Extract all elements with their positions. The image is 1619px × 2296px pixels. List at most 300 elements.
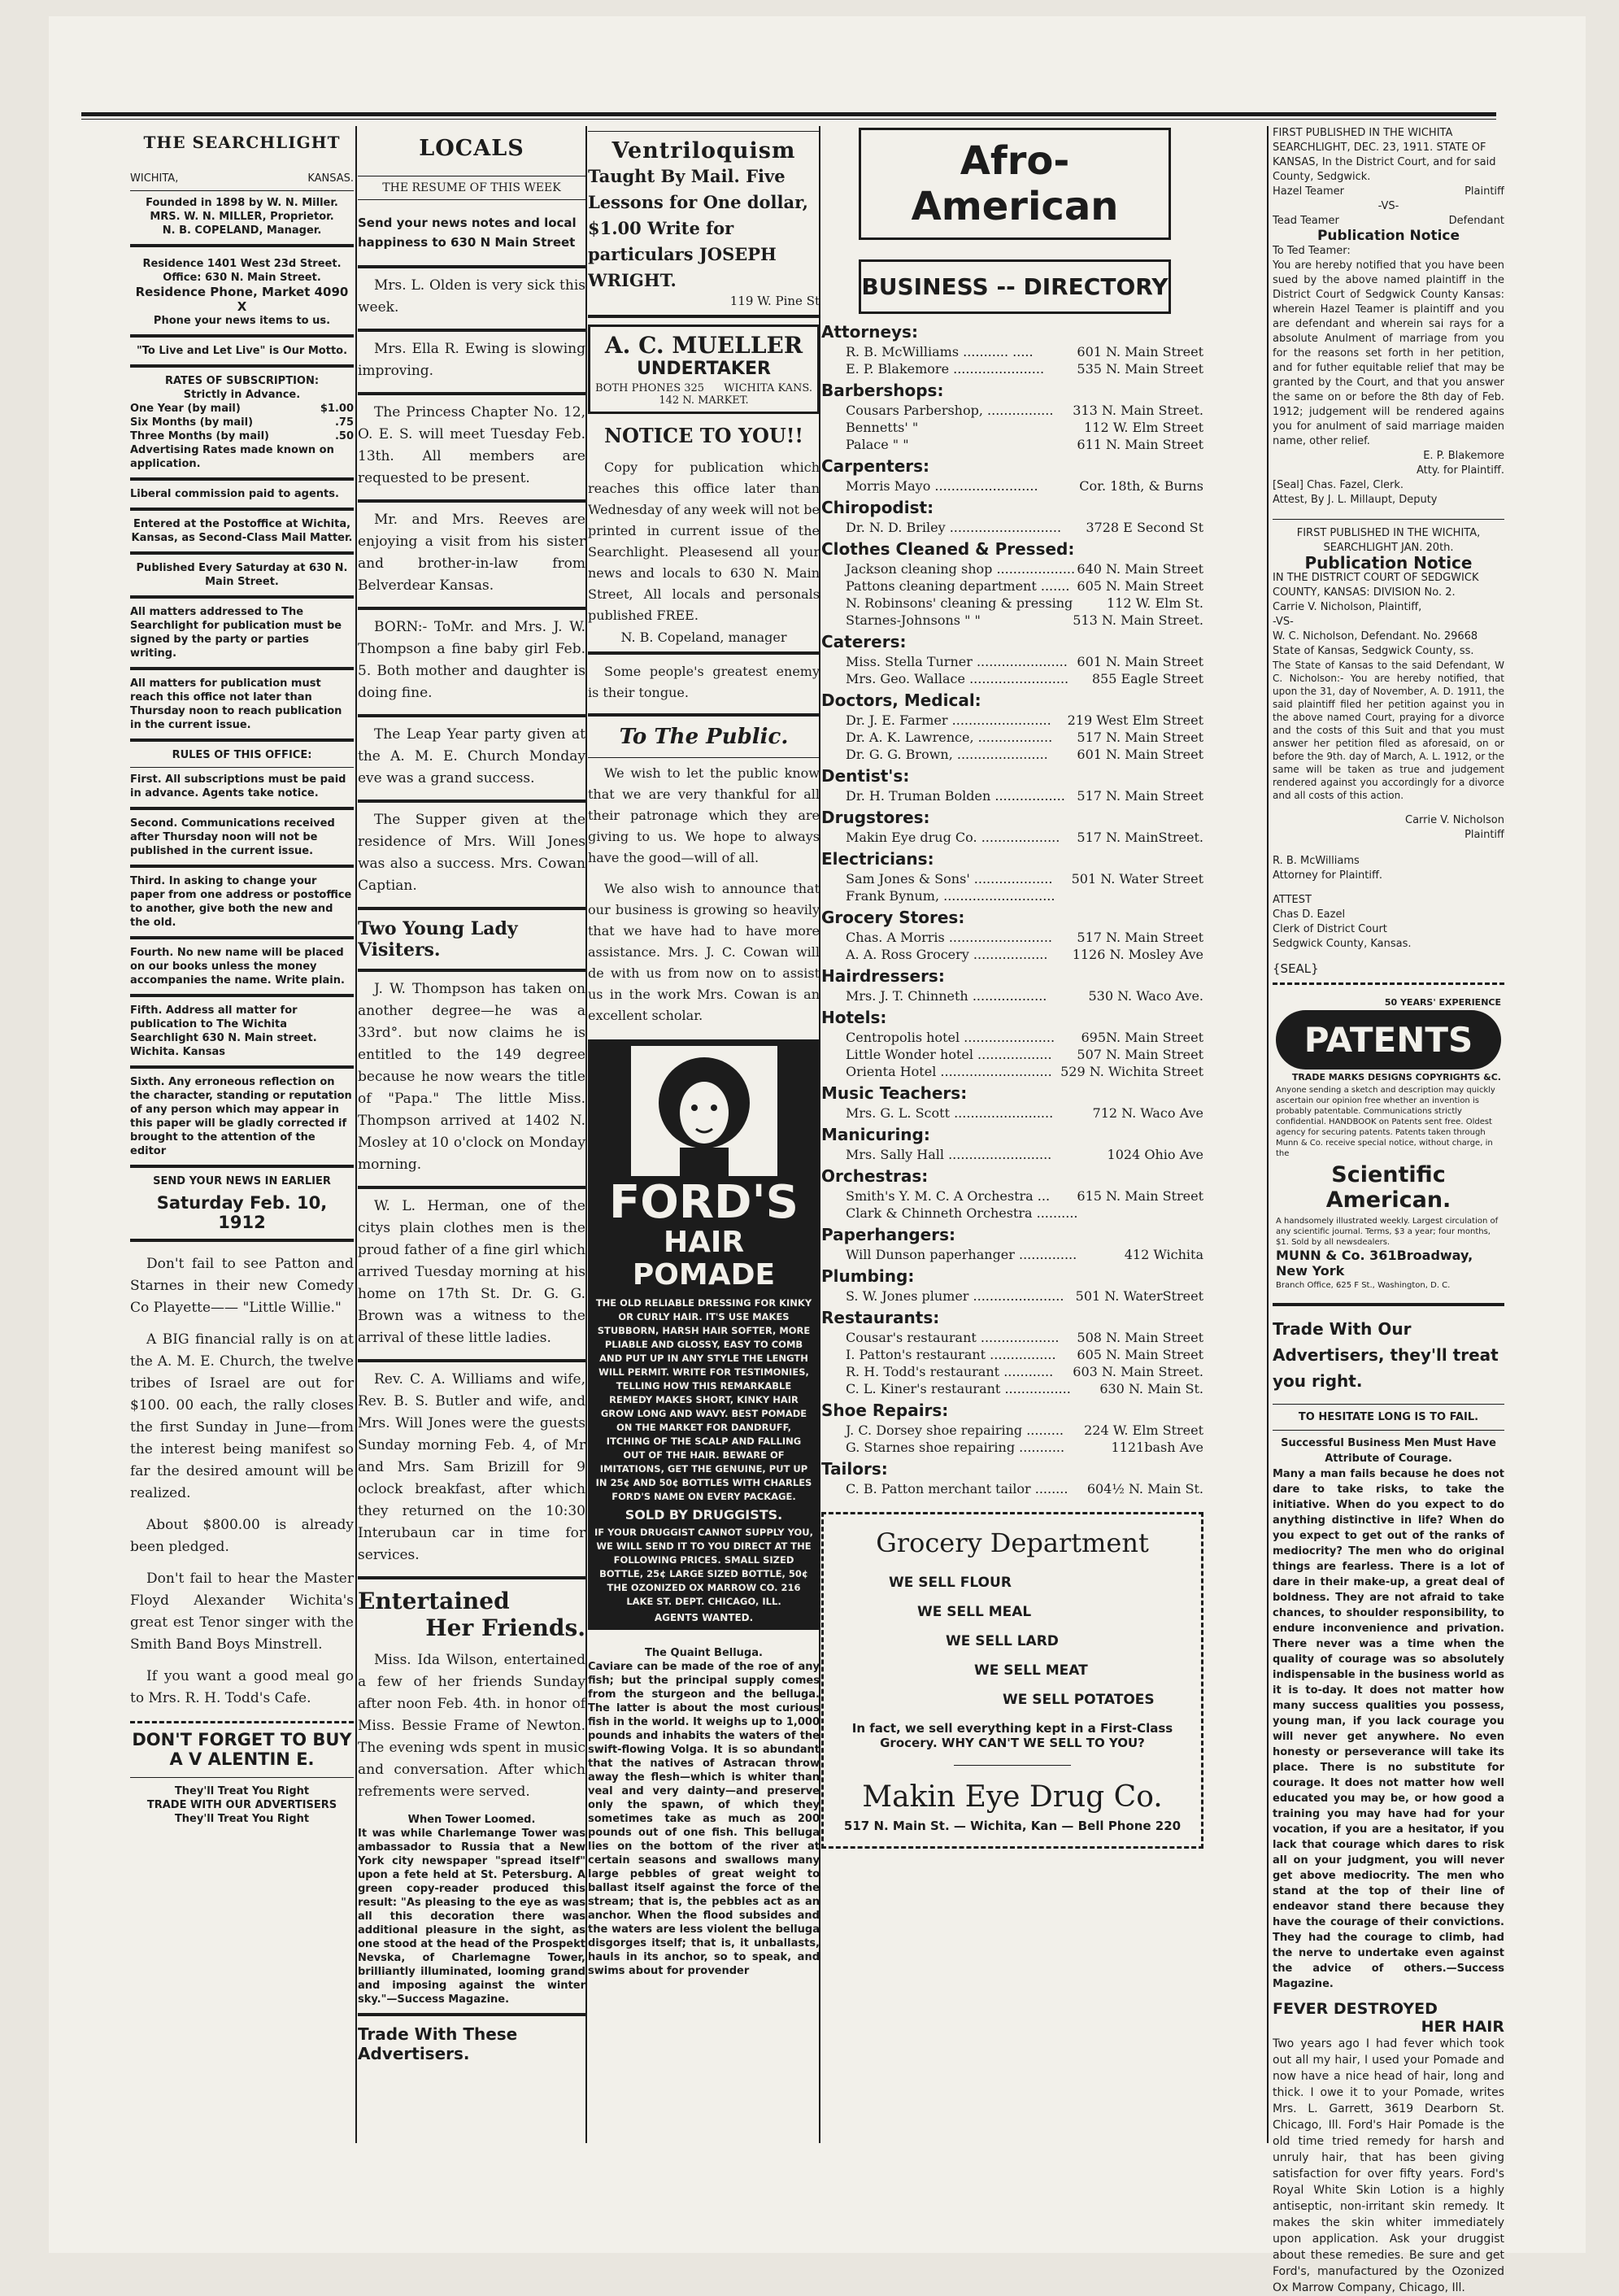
directory-business: Little Wonder hotel ..................	[846, 1047, 1052, 1062]
sciam-text: A handsomely illustrated weekly. Largest circulation of any scientific journal. Terms, $3 a year; four months, $1. Sold by all newsdealers.	[1276, 1217, 1499, 1247]
grocery-line: WE SELL LARD	[946, 1633, 1059, 1649]
grocery-line: WE SELL MEAL	[917, 1604, 1032, 1620]
directory-business: Smith's Y. M. C. A Orchestra ...	[846, 1188, 1051, 1204]
directory-category: Attorneys:	[821, 322, 918, 342]
fever-head-1: FEVER DESTROYED	[1273, 2000, 1438, 2018]
local-item: The Leap Year party given at the A. M. E. Church Monday eve was a grand success.	[358, 726, 585, 786]
fords-pomade-ad	[588, 1039, 820, 1630]
directory-address: 501 N. Water Street	[1071, 871, 1203, 887]
directory-row	[821, 1422, 1203, 1439]
directory-category: Orchestras:	[821, 1166, 929, 1186]
directory-category: Hairdressers:	[821, 966, 945, 986]
clerk-district-court: Clerk of District Court	[1273, 923, 1387, 935]
mueller-phones: BOTH PHONES 325	[595, 382, 705, 394]
wc-defendant: W. C. Nicholson, Defendant. No. 29668	[1273, 630, 1478, 643]
directory-row	[821, 1346, 1203, 1363]
woman-portrait-icon	[631, 1046, 777, 1176]
adv-rates: Advertising Rates made known on application.	[130, 444, 334, 470]
hazel-plaintiff: Plaintiff	[1464, 185, 1504, 198]
directory-address: 313 N. Main Street.	[1073, 403, 1203, 418]
directory-address: 517 N. MainStreet.	[1077, 830, 1203, 845]
column-ads	[588, 126, 820, 1978]
directory-address: 535 N. Main Street	[1077, 361, 1203, 377]
atty-for-plaintiff: Atty. for Plaintiff.	[1416, 464, 1504, 477]
separator	[358, 499, 585, 503]
directory-category: Caterers:	[821, 632, 907, 651]
directory-row	[821, 595, 1203, 612]
success-text: Many a man fails because he does not dare to take risks, to take the initiative. When do you expect to do anything distinctive in life? When do you expect to get out of the ranks of mediocrity? The men who do original things are fearless. There is a lot of dare in their make-up, a great deal of boldness. They are not afraid to take chances, to shoulder responsibility, to endure inconvenience and privation. There never was a time when the quality of courage was so absolutely indispensable in the business world as it is to-day. It does not matter how many success qualities you possess, young man, if you lack courage you will never get anywhere. No even honesty or perseverance will take its place. There is no substitute for courage. It does not matter how well educated you may be, or how good a training you may have had for your vocation, if you are a hesitator, if you lack that courage which dares to risk all on your judgment, you will never get above mediocrity. The men who stand at the top of their line of endeavor stand there because they have the courage of their convictions. They had the courage to climb, had the nerve to undertake even against the advice of others.—Success Magazine.	[1273, 1468, 1504, 1990]
directory-address: 1024 Ohio Ave	[1107, 1147, 1203, 1162]
directory-row	[821, 870, 1203, 887]
directory-address: 507 N. Main Street	[1077, 1047, 1203, 1062]
directory-address: 219 West Elm Street	[1067, 712, 1203, 728]
directory-business: Palace " "	[846, 437, 909, 452]
munn-branch: Branch Office, 625 F St., Washington, D. C.	[1276, 1281, 1451, 1290]
rate-label: One Year (by mail)	[130, 403, 241, 415]
directory-row	[821, 577, 1203, 595]
separator	[358, 329, 585, 332]
directory-row	[821, 787, 1203, 804]
directory-address: 695N. Main Street	[1081, 1030, 1203, 1045]
masthead-rule-thin	[81, 119, 1496, 120]
directory-business: Bennetts' "	[846, 420, 919, 435]
patents-sub: TRADE MARKS DESIGNS COPYRIGHTS &C.	[1291, 1072, 1501, 1083]
notice-signature: N. B. Copeland, manager	[620, 630, 787, 645]
directory-business: G. Starnes shoe repairing ...........	[846, 1440, 1065, 1455]
directory-business: Jackson cleaning shop ...................	[846, 561, 1076, 577]
directory-business: E. P. Blakemore ......................	[846, 361, 1045, 377]
notice-head: NOTICE TO YOU!!	[604, 424, 803, 447]
all-matters: All matters addressed to The Searchlight for publication must be signed by the party or parties writing.	[130, 606, 342, 660]
directory-address: 601 N. Main Street	[1077, 344, 1203, 359]
local-item: Mrs. L. Olden is very sick this week.	[358, 277, 585, 316]
grocery-note: In fact, we sell everything kept in a First-Class Grocery. WHY CAN'T WE SELL TO YOU?	[851, 1721, 1173, 1750]
directory-business: Cousars Parbershop, ................	[846, 403, 1054, 418]
directory-address: 855 Eagle Street	[1091, 671, 1203, 686]
directory-row	[821, 612, 1203, 629]
state: KANSAS.	[307, 172, 354, 185]
patents-text: Anyone sending a sketch and description may quickly ascertain our opinion free whether an invention is probably patentable. Communications strictly confidential. HANDBOOK on Patents sent free. Oldest agency for securing patents. Patents taken through Munn & Co. receive special notice, without charge, in the	[1276, 1086, 1495, 1158]
rate-price: $1.00	[320, 403, 354, 415]
local-tenor: Don't fail to hear the Master Floyd Alexander Wichita's great est Tenor singer with the Smith Band Boys Minstrell.	[130, 1571, 354, 1653]
treat-right-2: They'll Treat You Right	[174, 1813, 310, 1825]
directory-category: Clothes Cleaned & Pressed:	[821, 539, 1075, 559]
carrie-signature: Carrie V. Nicholson	[1405, 814, 1504, 826]
rate-price: .75	[334, 416, 354, 429]
notice-text: Copy for publication which reaches this office later than Wednesday of any week will not be printed in current issue of the Searchlight. Pleasesend all your news and locals to 630 N. Main Street, All locals and personals published FREE.	[588, 460, 820, 623]
separator	[358, 799, 585, 803]
tower-text: It was while Charlemange Tower was ambassador to Russia that a New York city newspaper "spread itself" upon a fete held at St. Petersburg. A green copy-reader produced this result: "As pleasing to the eye as was all this decoration there was additional pleasure in the sight, as one stood at the head of the Prospekt Nevska, of Charlemagne Tower, brilliantly illuminated, looming grand and imposing against the winter sky."—Success Magazine.	[358, 1828, 585, 2006]
send-news-earlier: SEND YOUR NEWS IN EARLIER	[153, 1175, 331, 1187]
entered-postoffice: Entered at the Postoffice at Wichita, Kansas, as Second-Class Mail Matter.	[131, 518, 353, 544]
directory-row	[821, 746, 1203, 763]
directory-row	[821, 670, 1203, 687]
directory-row	[821, 1363, 1203, 1380]
belluga-head: The Quaint Belluga.	[645, 1647, 763, 1659]
directory-address: 517 N. Main Street	[1077, 788, 1203, 804]
directory-category: Shoe Repairs:	[821, 1401, 949, 1420]
directory-business: Dr. N. D. Briley ...........................	[846, 520, 1062, 535]
directory-row	[821, 1439, 1203, 1456]
directory-category: Paperhangers:	[821, 1225, 955, 1244]
rate-label: Six Months (by mail)	[130, 416, 254, 429]
directory-business: Chas. A Morris .........................	[846, 930, 1052, 945]
manager: N. B. COPELAND, Manager.	[162, 224, 322, 237]
treat-right-1: They'll Treat You Right	[174, 1785, 310, 1797]
office: Office: 630 N. Main Street.	[163, 272, 321, 284]
directory-address: Cor. 18th, & Burns	[1079, 478, 1203, 494]
directory-row	[821, 1046, 1203, 1063]
directory-address: 513 N. Main Street.	[1073, 612, 1203, 628]
makin-eye-address: 517 N. Main St. — Wichita, Kan — Bell Phone 220	[843, 1819, 1182, 1833]
fords-agents: AGENTS WANTED.	[654, 1612, 754, 1623]
legal2-court: IN THE DISTRICT COURT OF SEDGWICK COUNTY, KANSAS: DIVISION No. 2.	[1273, 572, 1479, 599]
rule-1: First. All subscriptions must be paid in advance. Agents take notice.	[130, 773, 346, 799]
legal1-text: You are hereby notified that you have been sued by the above named plaintiff in the District Court of Sedgwick County Kansas: wherein Hazel Teamer is plaintiff and you are defendant and wherein sai rays for a absolute Anulment of marriage from you for the reasons set forth in her petition, and for futher equitable relief that may be granted by the Court, and that you answer the same on or before the 8th day of Feb. 1912; judgement will be rendered agains you for anulment of said marriage maiden name, other relief.	[1273, 259, 1504, 447]
directory-address: 603 N. Main Street.	[1073, 1364, 1203, 1379]
directory-business: Mrs. J. T. Chinneth ..................	[846, 988, 1047, 1004]
resume-of-week: THE RESUME OF THIS WEEK	[382, 181, 561, 194]
separator	[358, 714, 585, 717]
mueller-address: 142 N. MARKET.	[659, 394, 749, 407]
rates-sub: Strictly in Advance.	[183, 389, 301, 401]
directory-category: Barbershops:	[821, 381, 944, 400]
directory-address: 1126 N. Mosley Ave	[1072, 947, 1203, 962]
rule-4: Fourth. No new name will be placed on our books unless the money accompanies the name. Write plain.	[130, 947, 345, 987]
directory-business: R. B. McWilliams ........... .....	[846, 344, 1034, 359]
directory-address: 601 N. Main Street	[1077, 654, 1203, 669]
grocery-line: WE SELL FLOUR	[889, 1575, 1012, 1591]
directory-business: Miss. Stella Turner ......................	[846, 654, 1068, 669]
directory-business: A. A. Ross Grocery ..................	[846, 947, 1048, 962]
column-searchlight	[130, 126, 354, 1826]
directory-business: Morris Mayo .........................	[846, 478, 1038, 494]
makin-eye-title: Makin Eye Drug Co.	[862, 1780, 1163, 1814]
send-news-notes: Send your news notes and local happiness to 630 N Main Street	[358, 216, 577, 250]
directory-address: 530 N. Waco Ave.	[1088, 988, 1203, 1004]
directory-business: Dr. J. E. Farmer ........................	[846, 712, 1051, 728]
column-divider	[585, 126, 587, 2143]
local-todds-cafe: If you want a good meal go to Mrs. R. H. Todd's Cafe.	[130, 1668, 354, 1706]
directory-business: I. Patton's restaurant ................	[846, 1347, 1056, 1362]
rule-6: Sixth. Any erroneous reflection on the character, standing or reputation of any person which may appear in this paper will be gladly corrected if brought to the attention of the editor	[130, 1076, 352, 1157]
column-locals	[358, 126, 585, 2072]
rates-list	[130, 402, 354, 443]
directory-row	[821, 1246, 1203, 1263]
grocery-line: WE SELL POTATOES	[1003, 1692, 1155, 1708]
fever-head-2: HER HAIR	[1421, 2018, 1504, 2036]
hesitate: TO HESITATE LONG IS TO FAIL.	[1298, 1411, 1479, 1423]
directory-row	[821, 1287, 1203, 1305]
fords-text: THE OLD RELIABLE DRESSING FOR KINKY OR CURLY HAIR. IT'S USE MAKES STUBBORN, HARSH HAIR SOFTER, MORE PLIABLE AND GLOSSY, EASY TO COMB AND PUT UP IN ANY STYLE THE LENGTH WILL PERMIT. WRITE FOR TESTIMONIES, TELLING HOW THIS REMARKABLE REMEDY MAKES SHORT, KINKY HAIR GROW LONG AND WAVY. BEST POMADE ON THE MARKET FOR DANDRUFF, ITCHING OF THE SCALP AND FALLING OUT OF THE HAIR. BEWARE OF IMITATIONS, GET THE GENUINE, PUT UP IN 25¢ AND 50¢ BOTTLES WITH CHARLES FORD'S NAME ON EVERY PACKAGE.	[595, 1297, 812, 1502]
local-item: BORN:- ToMr. and Mrs. J. W. Thompson a fine baby girl Feb. 5. Both mother and daughter is doing fine.	[358, 619, 585, 701]
directory-address: 112 W. Elm Street	[1084, 420, 1203, 435]
directory-category: Plumbing:	[821, 1266, 915, 1286]
to-the-public-1: We wish to let the public know that we are very thankful for all their patronage which they are giving to us. We hope to always have the good—will of all.	[588, 765, 820, 865]
directory-address: 517 N. Main Street	[1077, 930, 1203, 945]
directory-row	[821, 987, 1203, 1004]
column-divider	[355, 126, 357, 2143]
directory-address: 3728 E Second St	[1086, 520, 1203, 535]
directory-row	[821, 1104, 1203, 1122]
directory-row	[821, 829, 1203, 846]
directory-row	[821, 712, 1203, 729]
ventriloquism-address: 119 W. Pine St	[729, 294, 820, 308]
trade-with-advertisers: Trade With These Advertisers.	[358, 2024, 518, 2063]
fords-sold: SOLD BY DRUGGISTS.	[625, 1507, 783, 1523]
directory-row	[821, 1029, 1203, 1046]
chas-eazel: Chas D. Eazel	[1273, 908, 1346, 921]
rule-5: Fifth. Address all matter for publication to The Wichita Searchlight 630 N. Main street. Wichita. Kansas	[130, 1004, 317, 1058]
hair-pomade-title: HAIR POMADE	[632, 1226, 776, 1292]
column-directory	[821, 126, 1203, 1849]
local-item: W. L. Herman, one of the citys plain clothes men is the proud father of a fine girl which arrived Tuesday morning at his home on 17th St. Dr. G. G. Brown was a witness to the arrival of these little ladies.	[358, 1198, 585, 1346]
directory-business: Makin Eye drug Co. ...................	[846, 830, 1060, 845]
directory-row	[821, 1187, 1203, 1205]
directory-address: 605 N. Main Street	[1077, 1347, 1203, 1362]
rate-row	[130, 416, 354, 429]
directory-business: Cousar's restaurant ...................	[846, 1330, 1060, 1345]
directory-business: J. C. Dorsey shoe repairing .........	[846, 1422, 1064, 1438]
local-item: Mr. and Mrs. Reeves are enjoying a visit from his sister and brother-in-law from Belverdear Kansas.	[358, 512, 585, 594]
directory-business: Dr. A. K. Lawrence, ..................	[846, 730, 1053, 745]
locals-list	[358, 275, 585, 910]
carrie-plaintiff: Carrie V. Nicholson, Plaintiff,	[1273, 601, 1422, 613]
directory-row	[821, 1146, 1203, 1163]
directory-category: Hotels:	[821, 1008, 887, 1027]
directory-category: Tailors:	[821, 1459, 888, 1479]
enemy-tongue: Some people's greatest enemy is their tongue.	[588, 664, 820, 700]
two-young-lady-visitors-head: Two Young Lady Visiters.	[358, 918, 518, 961]
directory-address: 604½ N. Main St.	[1086, 1481, 1203, 1497]
state-of-kansas: State of Kansas, Sedgwick County, ss.	[1273, 645, 1474, 657]
issue-date: Saturday Feb. 10, 1912	[156, 1193, 328, 1232]
directory-business: Frank Bynum, ...........................	[846, 888, 1055, 904]
directory-address: 1121bash Ave	[1111, 1440, 1203, 1455]
local-patton-starnes: Don't fail to see Patton and Starnes in their new Comedy Co Playette—— "Little Willie."	[130, 1256, 354, 1316]
directory-business: Mrs. G. L. Scott ........................	[846, 1105, 1054, 1121]
directory-business: S. W. Jones plumer ......................	[846, 1288, 1064, 1304]
rates-title: RATES OF SUBSCRIPTION:	[164, 375, 320, 387]
directory-row	[821, 1063, 1203, 1080]
directory-address: 601 N. Main Street	[1077, 747, 1203, 762]
directory-business: Starnes-Johnsons " "	[846, 612, 981, 628]
separator	[358, 907, 585, 910]
trade-advertisers: TRADE WITH OUR ADVERTISERS	[146, 1799, 337, 1811]
local-item: J. W. Thompson has taken on another degree—he was a 33rd°. but now claims he is entitled to the 149 degree because he now wears the title of "Papa." The little Miss. Thompson arrived at 1402 N. Mosley at 10 o'clock on Monday morning.	[358, 981, 585, 1173]
fever-text: Two years ago I had fever which took out all my hair, I used your Pomade and now have a nice head of hair, long and thick. I owe it to your Pomade, writes Mrs. L. Garrett, 3619 Dearborn St. Chicago, Ill. Ford's Hair Pomade is the old time tried remedy for harsh and unruly hair, that has been giving satisfaction for over fifty years. Ford's Royal White Skin Lotion is a highly antiseptic, non-irritant skin remedy. It makes the skin whiter immediately upon application. Ask your druggist about these remedies. Be sure and get Ford's, manufactured by the Ozonized Ox Marrow Company, Chicago, Ill.	[1273, 2037, 1504, 2294]
directory-address: 529 N. Wichita Street	[1060, 1064, 1203, 1079]
directory-category: Dentist's:	[821, 766, 910, 786]
directory-address: 630 N. Main St.	[1099, 1381, 1203, 1396]
directory-business: Clark & Chinneth Orchestra ..........	[846, 1205, 1078, 1221]
seal-2: {SEAL}	[1273, 961, 1319, 976]
rb-mcwilliams: R. B. McWilliams	[1273, 855, 1360, 867]
directory-business: Sam Jones & Sons' ...................	[846, 871, 1053, 887]
liberal-commission: Liberal commission paid to agents.	[130, 488, 339, 500]
plaintiff-2: Plaintiff	[1464, 829, 1504, 841]
grocery-title: Grocery Department	[876, 1527, 1149, 1558]
directory-row	[821, 343, 1203, 360]
directory-category: Electricians:	[821, 849, 934, 869]
business-directory	[821, 322, 1203, 1497]
tower-head: When Tower Loomed.	[407, 1814, 536, 1826]
grocery-ad	[821, 1512, 1203, 1849]
directory-business: C. L. Kiner's restaurant ................	[846, 1381, 1071, 1396]
patents-title: PATENTS	[1276, 1010, 1501, 1070]
directory-row	[821, 477, 1203, 494]
seal-clerk: [Seal] Chas. Fazel, Clerk.	[1273, 479, 1404, 491]
munn-co: MUNN & Co. 361Broadway, New York	[1276, 1248, 1473, 1279]
column-divider	[1267, 126, 1269, 2143]
trade-head: Trade With Our Advertisers, they'll treat you right.	[1273, 1319, 1499, 1391]
directory-row	[821, 1380, 1203, 1397]
directory-business: C. B. Patton merchant tailor ........	[846, 1481, 1068, 1497]
separator	[358, 1359, 585, 1362]
mueller-role: UNDERTAKER	[637, 359, 771, 379]
directory-business: N. Robinsons' cleaning & pressing	[846, 595, 1073, 611]
to-ted-teamer: To Ted Teamer:	[1273, 245, 1351, 257]
directory-row	[821, 419, 1203, 436]
hazel-teamer: Hazel Teamer	[1273, 185, 1345, 198]
fords-title: FORD'S	[609, 1176, 799, 1229]
directory-row	[821, 1329, 1203, 1346]
directory-category: Chiropodist:	[821, 498, 934, 517]
local-item: The Supper given at the residence of Mrs. Will Jones was also a success. Mrs. Cowan Captian.	[358, 812, 585, 894]
grocery-line: WE SELL MEAT	[974, 1662, 1088, 1679]
directory-address: 605 N. Main Street	[1077, 578, 1203, 594]
valentine-line-1: DON'T FORGET TO BUY	[132, 1730, 352, 1749]
directory-address: 508 N. Main Street	[1077, 1330, 1203, 1345]
sedgwick-county: Sedgwick County, Kansas.	[1273, 938, 1412, 950]
searchlight-title: THE SEARCHLIGHT	[143, 133, 341, 152]
to-the-public-2: We also wish to announce that our business is growing so heavily that we have had to have more assistance. Mrs. J. C. Cowan will de with us from now on to assist us in the work Mrs. Cowan is an excellent scholar.	[588, 881, 820, 1023]
founded: Founded in 1898 by W. N. Miller.	[146, 197, 338, 209]
directory-address: 412 Wichita	[1124, 1247, 1203, 1262]
her-friends-head: Her Friends.	[425, 1614, 585, 1641]
tead-defendant: Defendant	[1448, 215, 1504, 227]
mueller-city: WICHITA KANS.	[724, 382, 812, 394]
entertained-head: Entertained	[358, 1588, 510, 1614]
ida-wilson: Miss. Ida Wilson, entertained a few of her friends Sunday after noon Feb. 4th. in honor of Miss. Bessie Frame of Newton. The evening wds spent in music and conversation. After which refrements were served.	[358, 1652, 585, 1800]
directory-business: Mrs. Geo. Wallace ........................	[846, 671, 1069, 686]
afro-american-title: Afro-American	[911, 138, 1119, 229]
ep-blakemore: E. P. Blakemore	[1423, 450, 1504, 462]
rate-price: .50	[334, 430, 354, 442]
column-notices	[1273, 126, 1504, 2296]
all-matters-2: All matters for publication must reach this office not later than Thursday noon to reach publication in the current issue.	[130, 677, 342, 731]
directory-row	[821, 560, 1203, 577]
local-item: Mrs. Ella R. Ewing is slowing improving.	[358, 341, 585, 379]
legal2-head: FIRST PUBLISHED IN THE WICHITA, SEARCHLIGHT JAN. 20th.	[1296, 527, 1481, 554]
directory-category: Carpenters:	[821, 456, 930, 476]
directory-row	[821, 653, 1203, 670]
rate-row	[130, 402, 354, 416]
directory-address: 712 N. Waco Ave	[1092, 1105, 1203, 1121]
directory-row	[821, 946, 1203, 963]
residence-phone: Residence Phone, Market 4090 X	[135, 285, 349, 314]
success-head: Successful Business Men Must Have Attribute of Courage.	[1281, 1437, 1496, 1465]
valentine-line-2: A V ALENTIN E.	[169, 1749, 315, 1769]
directory-business: Dr. H. Truman Bolden .................	[846, 788, 1065, 804]
residence: Residence 1401 West 23d Street.	[142, 258, 342, 270]
local-item: The Princess Chapter No. 12, O. E. S. will meet Tuesday Feb. 13th. All members are requested to be present.	[358, 404, 585, 486]
directory-business: Will Dunson paperhanger ..............	[846, 1247, 1077, 1262]
directory-business: Mrs. Sally Hall .........................	[846, 1147, 1052, 1162]
directory-category: Doctors, Medical:	[821, 691, 981, 710]
directory-row	[821, 360, 1203, 377]
belluga-text: Caviare can be made of the roe of any fish; but the principal supply comes from the sturgeon and the belluga. The latter is about the most curious fish in the world. It weighs up to 1,000 pounds and inhabits the waters of the swift-flowing Volga. It is so abundant that the natives of Astracan throw away the flesh—which is whiter than veal and very dainty—and preserve only the spawn, of which they sometimes take as much as 200 pounds out of one fish. This belluga lies on the bottom of the river at certain seasons and swallows many large pebbles of great weight to ballast itself against the force of the stream; that is, the pebbles act as an anchor. When the flood subsides and the waters are less violent the belluga disgorges itself; that is, it unballasts, hauls in its anchor, so to speak, and swims about for provender	[588, 1661, 820, 1977]
to-the-public-head: To The Public.	[619, 725, 789, 749]
publication-notice-2: Publication Notice	[1304, 553, 1473, 573]
rules-title: RULES OF THIS OFFICE:	[172, 749, 312, 761]
attorney-for-plaintiff: Attorney for Plaintiff.	[1273, 869, 1383, 882]
directory-category: Drugstores:	[821, 808, 930, 827]
directory-row	[821, 519, 1203, 536]
rate-label: Three Months (by mail)	[130, 430, 269, 442]
locals-list-2	[358, 978, 585, 1579]
city: WICHITA,	[130, 172, 179, 185]
local-financial-rally: A BIG financial rally is on at the A. M. E. Church, the twelve tribes of Israel are out for $100. 00 each, the rally closes the first Sunday in June—from the interest being manifest so far the desired amount will be realized.	[130, 1331, 354, 1501]
directory-row	[821, 929, 1203, 946]
directory-category: Grocery Stores:	[821, 908, 965, 927]
rule-3: Third. In asking to change your paper from one address or postoffice to another, give both the new and the old.	[130, 875, 352, 929]
separator	[358, 1186, 585, 1189]
directory-address: 501 N. WaterStreet	[1075, 1288, 1203, 1304]
locals-title: LOCALS	[419, 136, 524, 161]
mueller-name: A. C. MUELLER	[604, 332, 803, 359]
patents-top: 50 YEARS' EXPERIENCE	[1384, 997, 1501, 1008]
legal2-vs: -VS-	[1273, 616, 1294, 628]
separator	[358, 392, 585, 395]
rule-2: Second. Communications received after Thursday noon will not be published in the current issue.	[130, 817, 335, 857]
directory-address: 517 N. Main Street	[1077, 730, 1203, 745]
directory-address: 640 N. Main Street	[1077, 561, 1203, 577]
tead-teamer: Tead Teamer	[1273, 215, 1339, 227]
proprietor: MRS. W. N. MILLER, Proprietor.	[150, 211, 334, 223]
attest-deputy: Attest, By J. L. Millaupt, Deputy	[1273, 494, 1438, 506]
directory-business: Orienta Hotel ...........................	[846, 1064, 1052, 1079]
directory-address: 224 W. Elm Street	[1084, 1422, 1203, 1438]
fords-text-2: IF YOUR DRUGGIST CANNOT SUPPLY YOU, WE WILL SEND IT TO YOU DIRECT AT THE FOLLOWING PRICES. SMALL SIZED BOTTLE, 25¢ LARGE SIZED BOTTLE, 50¢ THE OZONIZED OX MARROW CO. 216 LAKE ST. DEPT. CHICAGO, ILL.	[594, 1527, 814, 1607]
directory-row	[821, 1480, 1203, 1497]
directory-business: Centropolis hotel ......................	[846, 1030, 1055, 1045]
directory-category: Music Teachers:	[821, 1083, 968, 1103]
legal2-text: The State of Kansas to the said Defendant, W C. Nicholson:- You are hereby notified, that upon the 31, day of November, A. D. 1911, the said plaintiff filed her petition against you in the above named Court, praying for a divorce and the costs of this Suit and that you must answer her petition filed as aforesaid, on or before the 9th. day of March, A. L. 1912, or the same will be taken as true and judgement rendered against you accordingly for a divorce and all costs of this action.	[1273, 660, 1504, 801]
legal1-head: FIRST PUBLISHED IN THE WICHITA SEARCHLIGHT, DEC. 23, 1911. STATE OF KANSAS, In the District Court, and for said County, Sedgwick.	[1273, 127, 1496, 183]
directory-row	[821, 402, 1203, 419]
separator	[358, 607, 585, 610]
directory-address: 615 N. Main Street	[1077, 1188, 1203, 1204]
local-pledged: About $800.00 is already been pledged.	[130, 1517, 354, 1555]
published-every: Published Every Saturday at 630 N. Main Street.	[136, 562, 348, 588]
directory-business: Pattons cleaning department .......	[846, 578, 1070, 594]
legal1-vs: -VS-	[1377, 200, 1399, 212]
grocery-lines	[840, 1575, 1185, 1708]
attest-2: ATTEST	[1273, 894, 1312, 906]
local-item: Rev. C. A. Williams and wife, Rev. B. S. Butler and wife, and Mrs. Will Jones were the guests Sunday morning Feb. 4, of Mr and Mrs. Sam Brizill for 9 oclock breakfast, after which they returned on the 10:30 Interubaun car in time for services.	[358, 1371, 585, 1563]
directory-address: 611 N. Main Street	[1077, 437, 1203, 452]
separator	[358, 1576, 585, 1579]
directory-row	[821, 887, 1203, 904]
scientific-american: Scientific American.	[1325, 1162, 1451, 1213]
directory-category: Restaurants:	[821, 1308, 940, 1327]
directory-row	[821, 729, 1203, 746]
directory-row	[821, 1205, 1203, 1222]
directory-business: R. H. Todd's restaurant ............	[846, 1364, 1054, 1379]
ventriloquism-text: Taught By Mail. Five Lessons for One dollar, $1.00 Write for particulars JOSEPH WRIGHT.	[588, 166, 808, 290]
directory-row	[821, 436, 1203, 453]
